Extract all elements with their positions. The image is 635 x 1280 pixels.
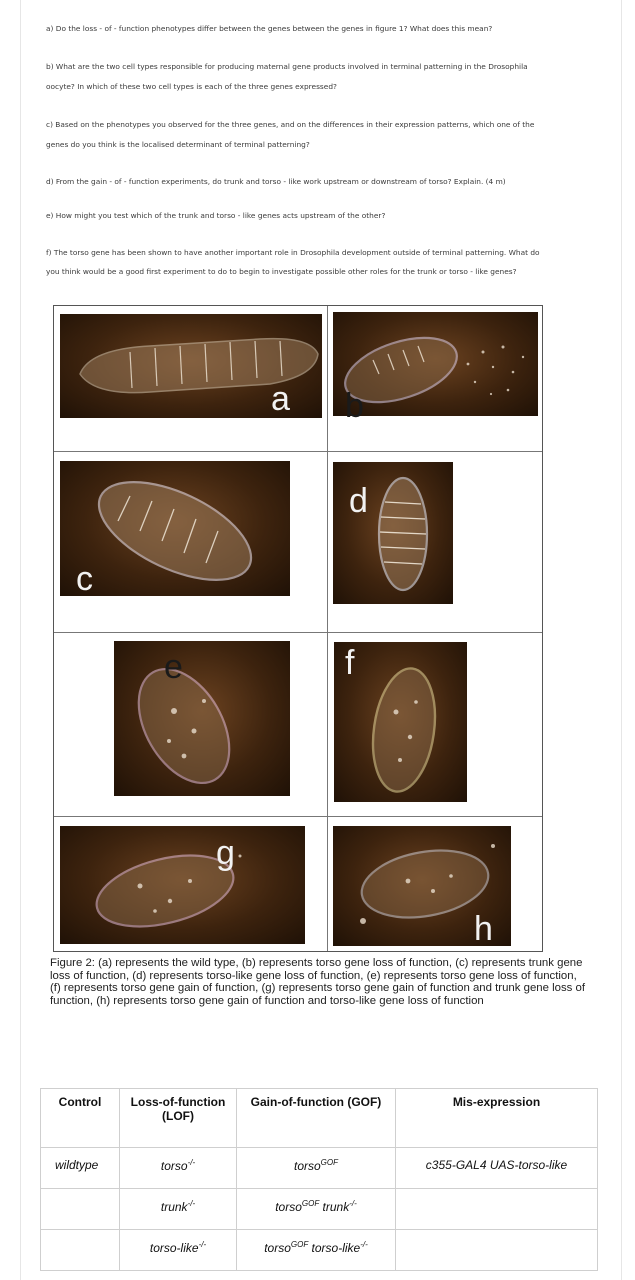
header-lof-line2: (LOF): [162, 1109, 194, 1123]
header-misexpression: Mis-expression: [396, 1089, 598, 1148]
lof-genotype: torso: [160, 1159, 188, 1173]
panel-label-e: e: [164, 648, 183, 686]
cell-misexpression: c355-GAL4 UAS-torso-like: [396, 1148, 598, 1189]
lof-genotype: torso-like: [149, 1241, 199, 1255]
lof-genotype: trunk: [160, 1200, 188, 1214]
table-header-row: [41, 1089, 598, 1148]
gof-allele: GOF: [301, 1199, 320, 1208]
figure-caption: Figure 2: (a) represents the wild type, (b) represents torso gene loss of function, (c) represents trunk gene loss of function, (d) represents torso-like gene loss of function, (e) represents torso gene loss of function, (f) represents torso gene gain of function, (g) represents torso gene gain of function and trunk gene loss of function, (h) represents torso gene gain of function and torso-like gene loss of function: [50, 957, 586, 1007]
panel-label-h: h: [474, 910, 493, 948]
table-row: [41, 1148, 598, 1189]
question-b-line2: oocyte? In which of these two cell types is each of the three genes expressed?: [46, 82, 337, 91]
gof-second-allele: -/-: [349, 1199, 357, 1208]
header-control: Control: [41, 1089, 120, 1148]
table-row: [41, 1230, 598, 1271]
gof-genotype: torso: [264, 1241, 291, 1255]
gof-allele: GOF: [320, 1158, 339, 1167]
panel-label-c: c: [76, 560, 93, 598]
lof-allele: -/-: [198, 1240, 207, 1249]
cell-lof: [120, 1148, 237, 1189]
gof-second-allele: -/-: [360, 1240, 368, 1249]
cell-control: wildtype: [41, 1148, 120, 1189]
panel-label-a: a: [271, 380, 290, 418]
embryo-photo-c: [60, 461, 290, 596]
gof-second-genotype: trunk: [319, 1200, 350, 1214]
grid-divider: [327, 306, 328, 951]
cell-gof: [237, 1148, 396, 1189]
gof-genotype: torso: [275, 1200, 302, 1214]
question-f-line2: you think would be a good first experiment to do to begin to investigate possible other roles for the trunk or torso - like genes?: [46, 267, 517, 276]
panel-label-b: b: [345, 387, 364, 425]
cell-control: [41, 1230, 120, 1271]
lof-allele: -/-: [187, 1158, 196, 1167]
table-row: [41, 1189, 598, 1230]
cell-control: [41, 1189, 120, 1230]
gof-second-genotype: torso-like: [308, 1241, 361, 1255]
cell-misexpression: [396, 1189, 598, 1230]
header-lof-line1: Loss-of-function: [130, 1095, 226, 1109]
question-a: a) Do the loss - of - function phenotypes differ between the genes between the genes in figure 1? What does this mean?: [46, 24, 493, 33]
question-c-line1: c) Based on the phenotypes you observed for the three genes, and on the differences in their expression patterns, which one of the: [46, 120, 535, 129]
question-c-line2: genes do you think is the localised determinant of terminal patterning?: [46, 140, 310, 149]
cell-gof: [237, 1189, 396, 1230]
lof-allele: -/-: [187, 1199, 196, 1208]
genotype-table: [40, 1088, 598, 1271]
gof-allele: GOF: [290, 1240, 309, 1249]
embryo-photo-e: [114, 641, 290, 796]
question-f-line1: f) The torso gene has been shown to have another important role in Drosophila development outside of terminal patterning. What do: [46, 248, 540, 257]
header-gof: Gain-of-function (GOF): [237, 1089, 396, 1148]
question-b-line1: b) What are the two cell types responsible for producing maternal gene products involved in terminal patterning in the Drosophila: [46, 62, 528, 71]
embryo-figure: [53, 305, 543, 952]
cell-misexpression: [396, 1230, 598, 1271]
grid-divider: [54, 451, 542, 452]
embryo-photo-g: [60, 826, 305, 944]
cell-lof: [120, 1230, 237, 1271]
grid-divider: [54, 632, 542, 633]
cell-lof: [120, 1189, 237, 1230]
panel-label-g: g: [216, 834, 235, 872]
panel-label-d: d: [349, 482, 368, 520]
question-e: e) How might you test which of the trunk and torso - like genes acts upstream of the other?: [46, 211, 386, 220]
header-lof: [120, 1089, 237, 1148]
question-d: d) From the gain - of - function experiments, do trunk and torso - like work upstream or downstream of torso? Explain. (4 m): [46, 177, 506, 186]
panel-label-f: f: [345, 644, 355, 682]
cell-gof: [237, 1230, 396, 1271]
grid-divider: [54, 816, 542, 817]
gof-genotype: torso: [293, 1159, 321, 1173]
